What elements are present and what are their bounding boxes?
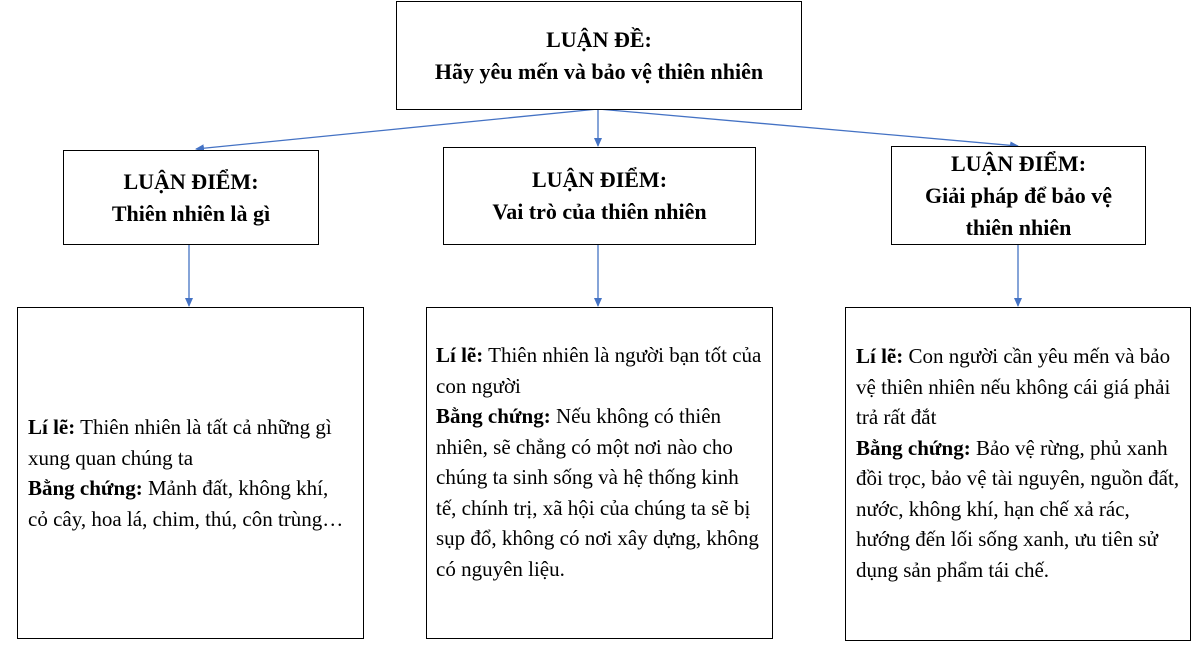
evidence-text: Nếu không có thiên nhiên, sẽ chẳng có một nơi nào cho chúng ta sinh sống và hệ thống kinh tế, chính trị, xã hội của chúng ta sẽ bị sụp đổ, không có nơi xây dựng, không có nguyên liệu. <box>436 404 759 581</box>
evidence-label: Bằng chứng: <box>28 476 143 500</box>
reason-label: Lí lẽ: <box>28 415 76 439</box>
point-box-2 <box>443 147 756 245</box>
thesis-box <box>396 1 802 110</box>
arrow-thesis-to-point-1 <box>196 109 598 149</box>
evidence-box-1 <box>17 307 364 639</box>
reason-text: Thiên nhiên là người bạn tốt của con người <box>436 343 762 398</box>
point-label: LUẬN ĐIỂM: <box>531 167 668 192</box>
evidence-text: Mảnh đất, không khí, cỏ cây, hoa lá, chim, thú, côn trùng… <box>28 476 344 531</box>
reason-label: Lí lẽ: <box>856 344 904 368</box>
reason-text: Thiên nhiên là tất cả những gì xung quan chúng ta <box>28 415 332 470</box>
evidence-text: Bảo vệ rừng, phủ xanh đồi trọc, bảo vệ tài nguyên, nguồn đất, nước, không khí, hạn chế xả rác, hướng đến lối sống xanh, ưu tiên sử dụng sản phẩm tái chế. <box>856 435 1180 582</box>
point-box-1 <box>63 150 319 245</box>
point-box-3 <box>891 146 1146 245</box>
evidence-box-3 <box>845 307 1191 641</box>
reason-label: Lí lẽ: <box>436 343 484 367</box>
point-text: Giải pháp để bảo vệ thiên nhiên <box>924 182 1113 240</box>
point-label: LUẬN ĐIỂM: <box>950 150 1087 176</box>
evidence-content <box>427 340 772 584</box>
reason-text: Con người cần yêu mến và bảo vệ thiên nhiên nếu không cái giá phải trả rất đắt <box>856 344 1171 429</box>
point-text: Thiên nhiên là gì <box>111 200 271 226</box>
evidence-box-2 <box>426 307 773 639</box>
point-text: Vai trò của thiên nhiên <box>492 199 707 224</box>
thesis-text: Hãy yêu mến và bảo vệ thiên nhiên <box>434 58 764 84</box>
arrow-thesis-to-point-3 <box>598 109 1018 146</box>
evidence-content <box>846 341 1190 585</box>
point-label: LUẬN ĐIỂM: <box>123 168 259 194</box>
evidence-content <box>18 412 363 534</box>
evidence-label: Bằng chứng: <box>436 404 551 428</box>
thesis-label: LUẬN ĐỀ: <box>546 26 652 52</box>
evidence-label: Bằng chứng: <box>856 435 971 460</box>
